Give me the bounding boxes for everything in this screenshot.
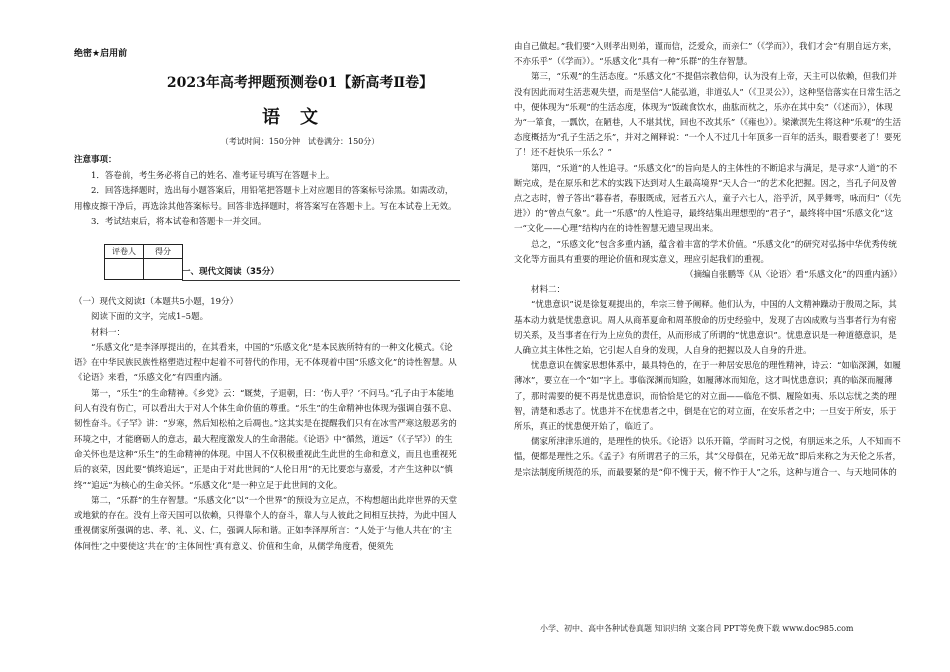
reading-left-column <box>74 295 460 555</box>
material2-label: 材料二： <box>531 285 566 296</box>
reading-right-column <box>514 40 902 481</box>
score-table <box>104 244 183 280</box>
note-item: 2．回答选择题时，选出每小题答案后，用铅笔把答题卡上对应题目的答案标号涂黑。如需改动，用橡皮擦干净后，再选涂其他答案标号。回答非选择题时，将答案写在答题卡上。写在本试卷上无效。 <box>74 186 457 212</box>
page-footer: 小学、初中、高中各种试卷真题 知识归纳 文案合同 PPT等免费下载 www.doc985.com <box>540 624 854 633</box>
score-table-grader-cell[interactable] <box>105 259 144 280</box>
citation: （摘编自张鹏等《从〈论语〉看“乐感文化”的四重内涵》） <box>685 270 902 281</box>
exam-title: 2023年高考押题预测卷01【新高考Ⅱ卷】 <box>166 75 434 91</box>
section-heading: 一、现代文阅读（35分） <box>182 267 279 277</box>
passage-paragraph: “忧患意识”说是徐复观提出的，牟宗三曾予阐释。他们认为，中国的人文精神躁动于殷周之际，其基本动力就是忧患意识。周人从商革夏命和周革殷命的历史经验中，发现了吉凶成败与当事者行为有密切关系，及当事者在行为上应负的责任，从而形成了所谓的“忧患意识”。忧患意识是一种道德意识，是人确立其主体性之始，它引起人自身的发现，人自身的把握以及人自身的升进。 <box>514 300 897 357</box>
score-table-score-cell[interactable] <box>144 259 183 280</box>
section-divider <box>182 280 460 281</box>
passage-paragraph: 第一，“乐生”的生命精神。《乡党》云：“厩焚，子退朝，曰：‘伤人乎？’不问马。”孔子由于本能地问人有没有伤亡，可以看出大于对人个体生命价值的尊重。“乐生”的生命精神也体现为强调自强不息、韧性奋斗。《子罕》讲：“岁寒，然后知松柏之后凋也。”这其实是在提醒我们只有在冰雪严寒这般恶劣的环境之中，才能磨砺人的意志，最大程度激发人的生命潜能。《论语》中“循然，道远”（《子罕》）的生命关怀也是这种“乐生”的生命精神的体现。中国人不仅积极重视此生此世的生命和意义，而且也重视死后的哀荣，因此要“慎终追远”，正是由于对此世间的“人伦日用”的无比要恋与嘉爱，才产生这种以“慎终”“追远”为核心的生命关怀。“乐感文化”是一种立足于此世间的文化。 <box>74 388 457 491</box>
passage-paragraph: 第四，“乐道”的人性追寻。“乐感文化”的旨向是人的主体性的不断追求与满足，是寻求“人道”的不断完成，是在原乐和艺术的实践下达到对人生最高境界“天人合一”的艺术化把握。因之，当孔子问及曾点之志时，曾子答出“暮春者，春服既成，冠者五六人，童子六七人，浴乎沂，风乎舞雩，咏而归”（《先进》）的“曾点气象”。此一“乐感”的人性追寻，最终结集出理想型的“君子”，最终将中国“乐感文化”这一“文化——心理”结构内在的诗性智慧无遗呈现出来。 <box>514 163 901 235</box>
reading-instruction: 阅读下面的文字，完成1–5题。 <box>91 312 209 323</box>
notes <box>74 153 460 231</box>
passage-paragraph: 第二，“乐群”的生存智慧。“乐感文化”以“一个世界”的预设为立足点，不构想超出此岸世界的天堂或地狱的存在。没有上帝天国可以依赖，只得靠个人的奋斗，靠人与人彼此之间相互扶持，为此中国人重视儒家所强调的忠、孝、礼、义、仁，强调人际和谐。正如李泽厚所言：“人处于‘与他人共在’的‘主体间性’之中要使这‘共在’的‘主体间性’真有意义、价值和生命，从儒学角度看，便须先 <box>74 495 458 552</box>
score-table-score: 得分 <box>144 245 183 259</box>
passage-paragraph: 由自己做起。”我们要“入则孝出则弟，谨而信，泛爱众，而亲仁”（《学而》），我们才会“有朋自远方来，不亦乐乎”（《学而》）。“乐感文化”具有一种“乐群”的生存智慧。 <box>514 42 897 68</box>
notes-heading: 注意事项： <box>74 155 117 165</box>
score-table-grader: 评卷人 <box>105 245 144 259</box>
subject-title: 语文 <box>262 107 338 128</box>
confidential-label: 绝密★启用前 <box>74 49 128 59</box>
passage-paragraph: 总之，“乐感文化”包含多重内涵，蕴含着丰富的学术价值。“乐感文化”的研究对弘扬中华优秀传统文化等方面具有重要的理论价值和现实意义，理应引起我们的重视。 <box>514 239 897 265</box>
passage-paragraph: 第三，“乐观”的生活态度。“乐感文化”不提倡宗教信仰，认为没有上帝，天主可以依赖，但我们并没有因此而对生活悲观失望，而是坚信“人能弘道，非道弘人”（《卫灵公》），这种坚信落实在日常生活之中，便体现为“乐观”的生活态度，体现为“饭疏食饮水，曲肱而枕之，乐亦在其中矣”（《述而》），体现为“一箪食，一瓢饮，在陋巷，人不堪其忧，回也不改其乐”（《雍也》）。梁漱溟先生将这种“乐观”的生活态度概括为“孔子生活之乐”，并对之阐释说：“一个人不过几十年顶多一百年的活头，眼看要老了！要死了！还不赶快乐一乐么？” <box>514 72 902 159</box>
passage-paragraph: 儒家所津津乐道的，是理性的快乐。《论语》以乐开篇，学而时习之悦，有朋远来之乐，人不知而不愠，便都是理性之乐。《孟子》有所谓君子的三乐，其“父母俱在，兄弟无故”即后来称之为天伦之乐者，是宗法制度所规范的乐，而最要紧的是“仰不愧于天，俯不怍于人”之乐，这种与道合一、与天地同体的 <box>514 437 901 478</box>
passage-paragraph: 忧患意识在儒家思想体系中，最具特色的，在于一种居安思危的理性精神，诗云：“如临深渊，如履薄冰”，要立在一个“如”字上。事临深渊而知险，如履薄冰而知危，这才叫忧患意识；真的临深而履薄了，那时需要的便不再是忧患意识，而恰恰是它的对立面——临危不惧、履险如夷、乐以忘忧之类的理智，清楚和悉志了。忧患并不在忧患者之中，倒是在它的对立面，在安乐者之中；一旦安于所安，乐于所乐，真正的忧患便开始了，临近了。 <box>514 361 901 433</box>
reading-subheading: （一）现代文阅读Ⅰ（本题共5小题，19分） <box>74 297 239 307</box>
note-item: 1．答卷前，考生务必将自己的姓名、准考证号填写在答题卡上。 <box>91 170 335 181</box>
exam-info: （考试时间：150分钟 试卷满分：150分） <box>220 137 380 146</box>
material1-label: 材料一： <box>91 327 126 338</box>
passage-paragraph: “乐感文化”是李泽厚提出的，在其看来，中国的“乐感文化”是本民族所特有的一种文化模式。《论语》在中华民族民族性格塑造过程中起着不可替代的作用，无不体现着中国“乐感文化”的诗性智慧。从《论语》来看，“乐感文化”有四重内涵。 <box>74 342 457 384</box>
note-item: 3．考试结束后，将本试卷和答题卡一并交回。 <box>91 217 267 227</box>
